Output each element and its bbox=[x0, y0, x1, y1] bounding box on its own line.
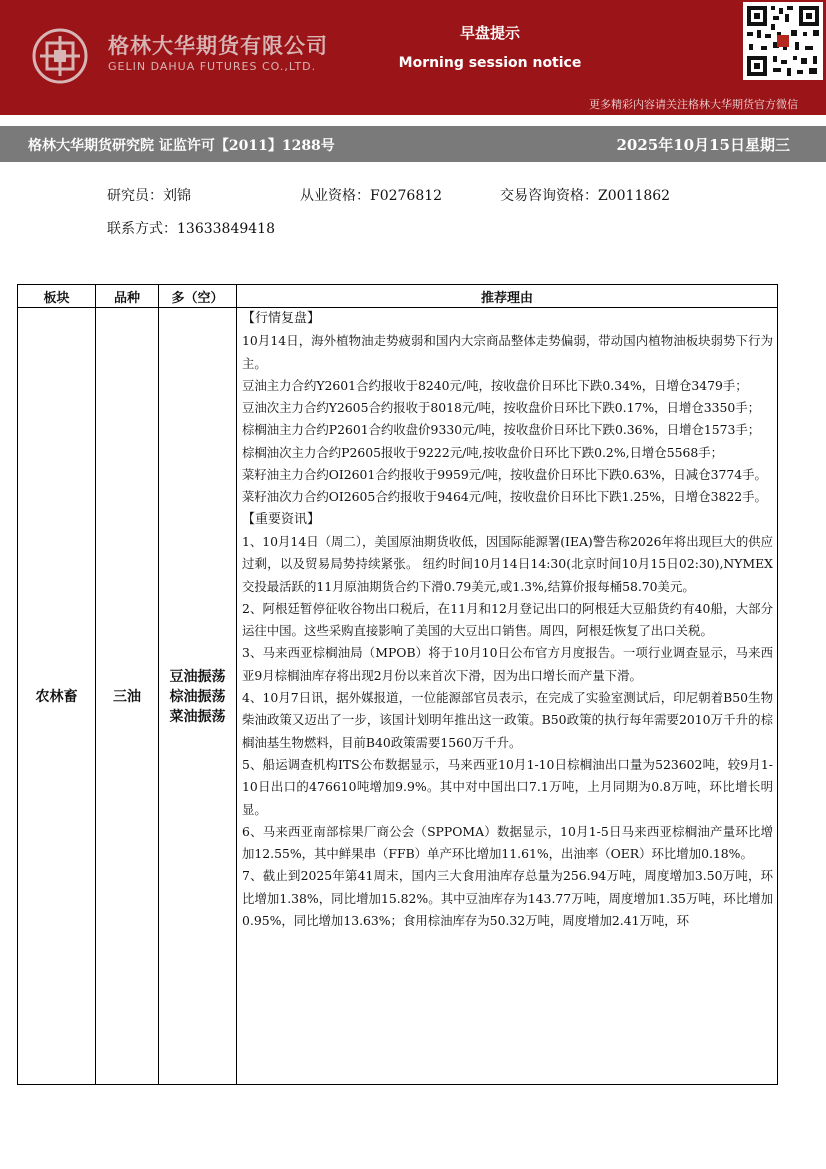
company-name-en: GELIN DAHUA FUTURES CO.,LTD. bbox=[108, 60, 317, 73]
sector-cell: 农林畜 bbox=[18, 308, 96, 1085]
review-paragraph: 棕榈油次主力合约P2605报收于9222元/吨,按收盘价日环比下跌0.2%,日增仓5568手； bbox=[242, 444, 724, 460]
reason-cell bbox=[237, 308, 778, 1085]
company-logo bbox=[30, 28, 90, 84]
notice-title-cn: 早盘提示 bbox=[459, 24, 520, 42]
section-heading-market-review: 【行情复盘】 bbox=[242, 311, 321, 326]
direction-palm-oil: 棕油振荡 bbox=[169, 689, 226, 705]
analyst-consulting-license: 交易咨询资格：Z0011862 bbox=[500, 188, 671, 204]
variety-cell: 三油 bbox=[96, 308, 159, 1085]
follow-wechat-text: 更多精彩内容请关注格林大华期货官方微信 bbox=[589, 98, 798, 111]
institute-band bbox=[0, 126, 826, 162]
news-paragraph: 4、10月7日讯，据外媒报道，一位能源部官员表示，在完成了实验室测试后，印尼朝着B50生物柴油政策又迈出了一步，该国计划明年推出这一政策。B50政策的执行每年需要2010万千升的棕榈油基生物燃料，目前B40政策需要1560万千升。 bbox=[242, 690, 773, 750]
notice-title-en: Morning session notice bbox=[398, 55, 582, 71]
wechat-qr-code bbox=[743, 2, 823, 80]
analyst-contact: 联系方式：13633849418 bbox=[107, 221, 275, 237]
direction-soybean-oil: 豆油振荡 bbox=[169, 669, 226, 685]
analyst-qualification: 从业资格：F0276812 bbox=[300, 188, 443, 204]
company-name-cn: 格林大华期货有限公司 bbox=[108, 34, 328, 58]
direction-rapeseed-oil: 菜油振荡 bbox=[169, 709, 226, 725]
news-paragraph: 5、船运调查机构ITS公布数据显示，马来西亚10月1-10日棕榈油出口量为523602吨，较9月1-10日出口的476610吨增加9.9%。其中对中国出口7.1万吨，上月同期为0.8万吨，环比增长明显。 bbox=[242, 756, 773, 817]
news-paragraph: 3、马来西亚棕榈油局（MPOB）将于10月10日公布官方月度报告。一项行业调查显示，马来西亚9月棕榈油库存将出现2月份以来首次下滑，因为出口增长而产量下滑。 bbox=[242, 645, 773, 683]
column-header: 多（空） bbox=[159, 285, 237, 308]
review-paragraph: 菜籽油主力合约OI2601合约报收于9959元/吨，按收盘价日环比下跌0.63%，日减仓3774手。 bbox=[242, 467, 767, 483]
column-header: 品种 bbox=[96, 285, 159, 308]
review-paragraph: 棕榈油主力合约P2601合约收盘价9330元/吨，按收盘价日环比下跌0.36%，日增仓1573手； bbox=[242, 422, 761, 438]
review-paragraph: 豆油主力合约Y2601合约报收于8240元/吨，按收盘价日环比下跌0.34%，日增仓3479手； bbox=[242, 377, 748, 393]
report-date: 2025年10月15日星期三 bbox=[616, 136, 790, 154]
page-header bbox=[0, 0, 826, 115]
section-heading-key-news: 【重要资讯】 bbox=[242, 511, 321, 527]
recommendation-table bbox=[17, 284, 778, 1085]
analyst-name: 研究员：刘锦 bbox=[107, 188, 191, 204]
review-paragraph: 10月14日，海外植物油走势疲弱和国内大宗商品整体走势偏弱，带动国内植物油板块弱势下行为主。 bbox=[242, 333, 773, 371]
news-paragraph: 1、10月14日（周二），美国原油期货收低，因国际能源署(IEA)警告称2026年将出现巨大的供应过剩，以及贸易局势持续紧张。 纽约时间10月14日14:30(北京时间10月15日02:30),NYMEX交投最活跃的11月原油期货合约下滑0.79美元,或1.3%,结算价报每桶58.70美元。 bbox=[242, 533, 773, 594]
table-row bbox=[18, 308, 778, 1085]
direction-cell bbox=[159, 308, 237, 1085]
review-paragraph: 豆油次主力合约Y2605合约报收于8018元/吨，按收盘价日环比下跌0.17%，日增仓3350手； bbox=[242, 400, 761, 416]
news-paragraph: 7、截止到2025年第41周末，国内三大食用油库存总量为256.94万吨，周度增加3.50万吨，环比增加1.38%，同比增加15.82%。其中豆油库存为143.77万吨，周度增加1.35万吨，环比增加0.95%，同比增加13.63%；食用棕油库存为50.32万吨，周度增加2.41万吨，环 bbox=[242, 868, 773, 929]
column-header: 板块 bbox=[18, 285, 96, 308]
table-header-row bbox=[18, 285, 778, 308]
column-header: 推荐理由 bbox=[237, 285, 778, 308]
institute-license: 格林大华期货研究院 证监许可【2011】1288号 bbox=[28, 138, 335, 154]
news-paragraph: 6、马来西亚南部棕果厂商公会（SPPOMA）数据显示，10月1-5日马来西亚棕榈油产量环比增加12.55%，其中鲜果串（FFB）单产环比增加11.61%，出油率（OER）环比增加0.18%。 bbox=[242, 823, 773, 862]
news-paragraph: 2、阿根廷暂停征收谷物出口税后，在11月和12月登记出口的阿根廷大豆船货约有40船，大部分运往中国。这些采购直接影响了美国的大豆出口销售。周四，阿根廷恢复了出口关税。 bbox=[242, 600, 773, 639]
review-paragraph: 菜籽油次力合约OI2605合约报收于9464元/吨，按收盘价日环比下跌1.25%，日增仓3822手。 bbox=[242, 489, 767, 505]
